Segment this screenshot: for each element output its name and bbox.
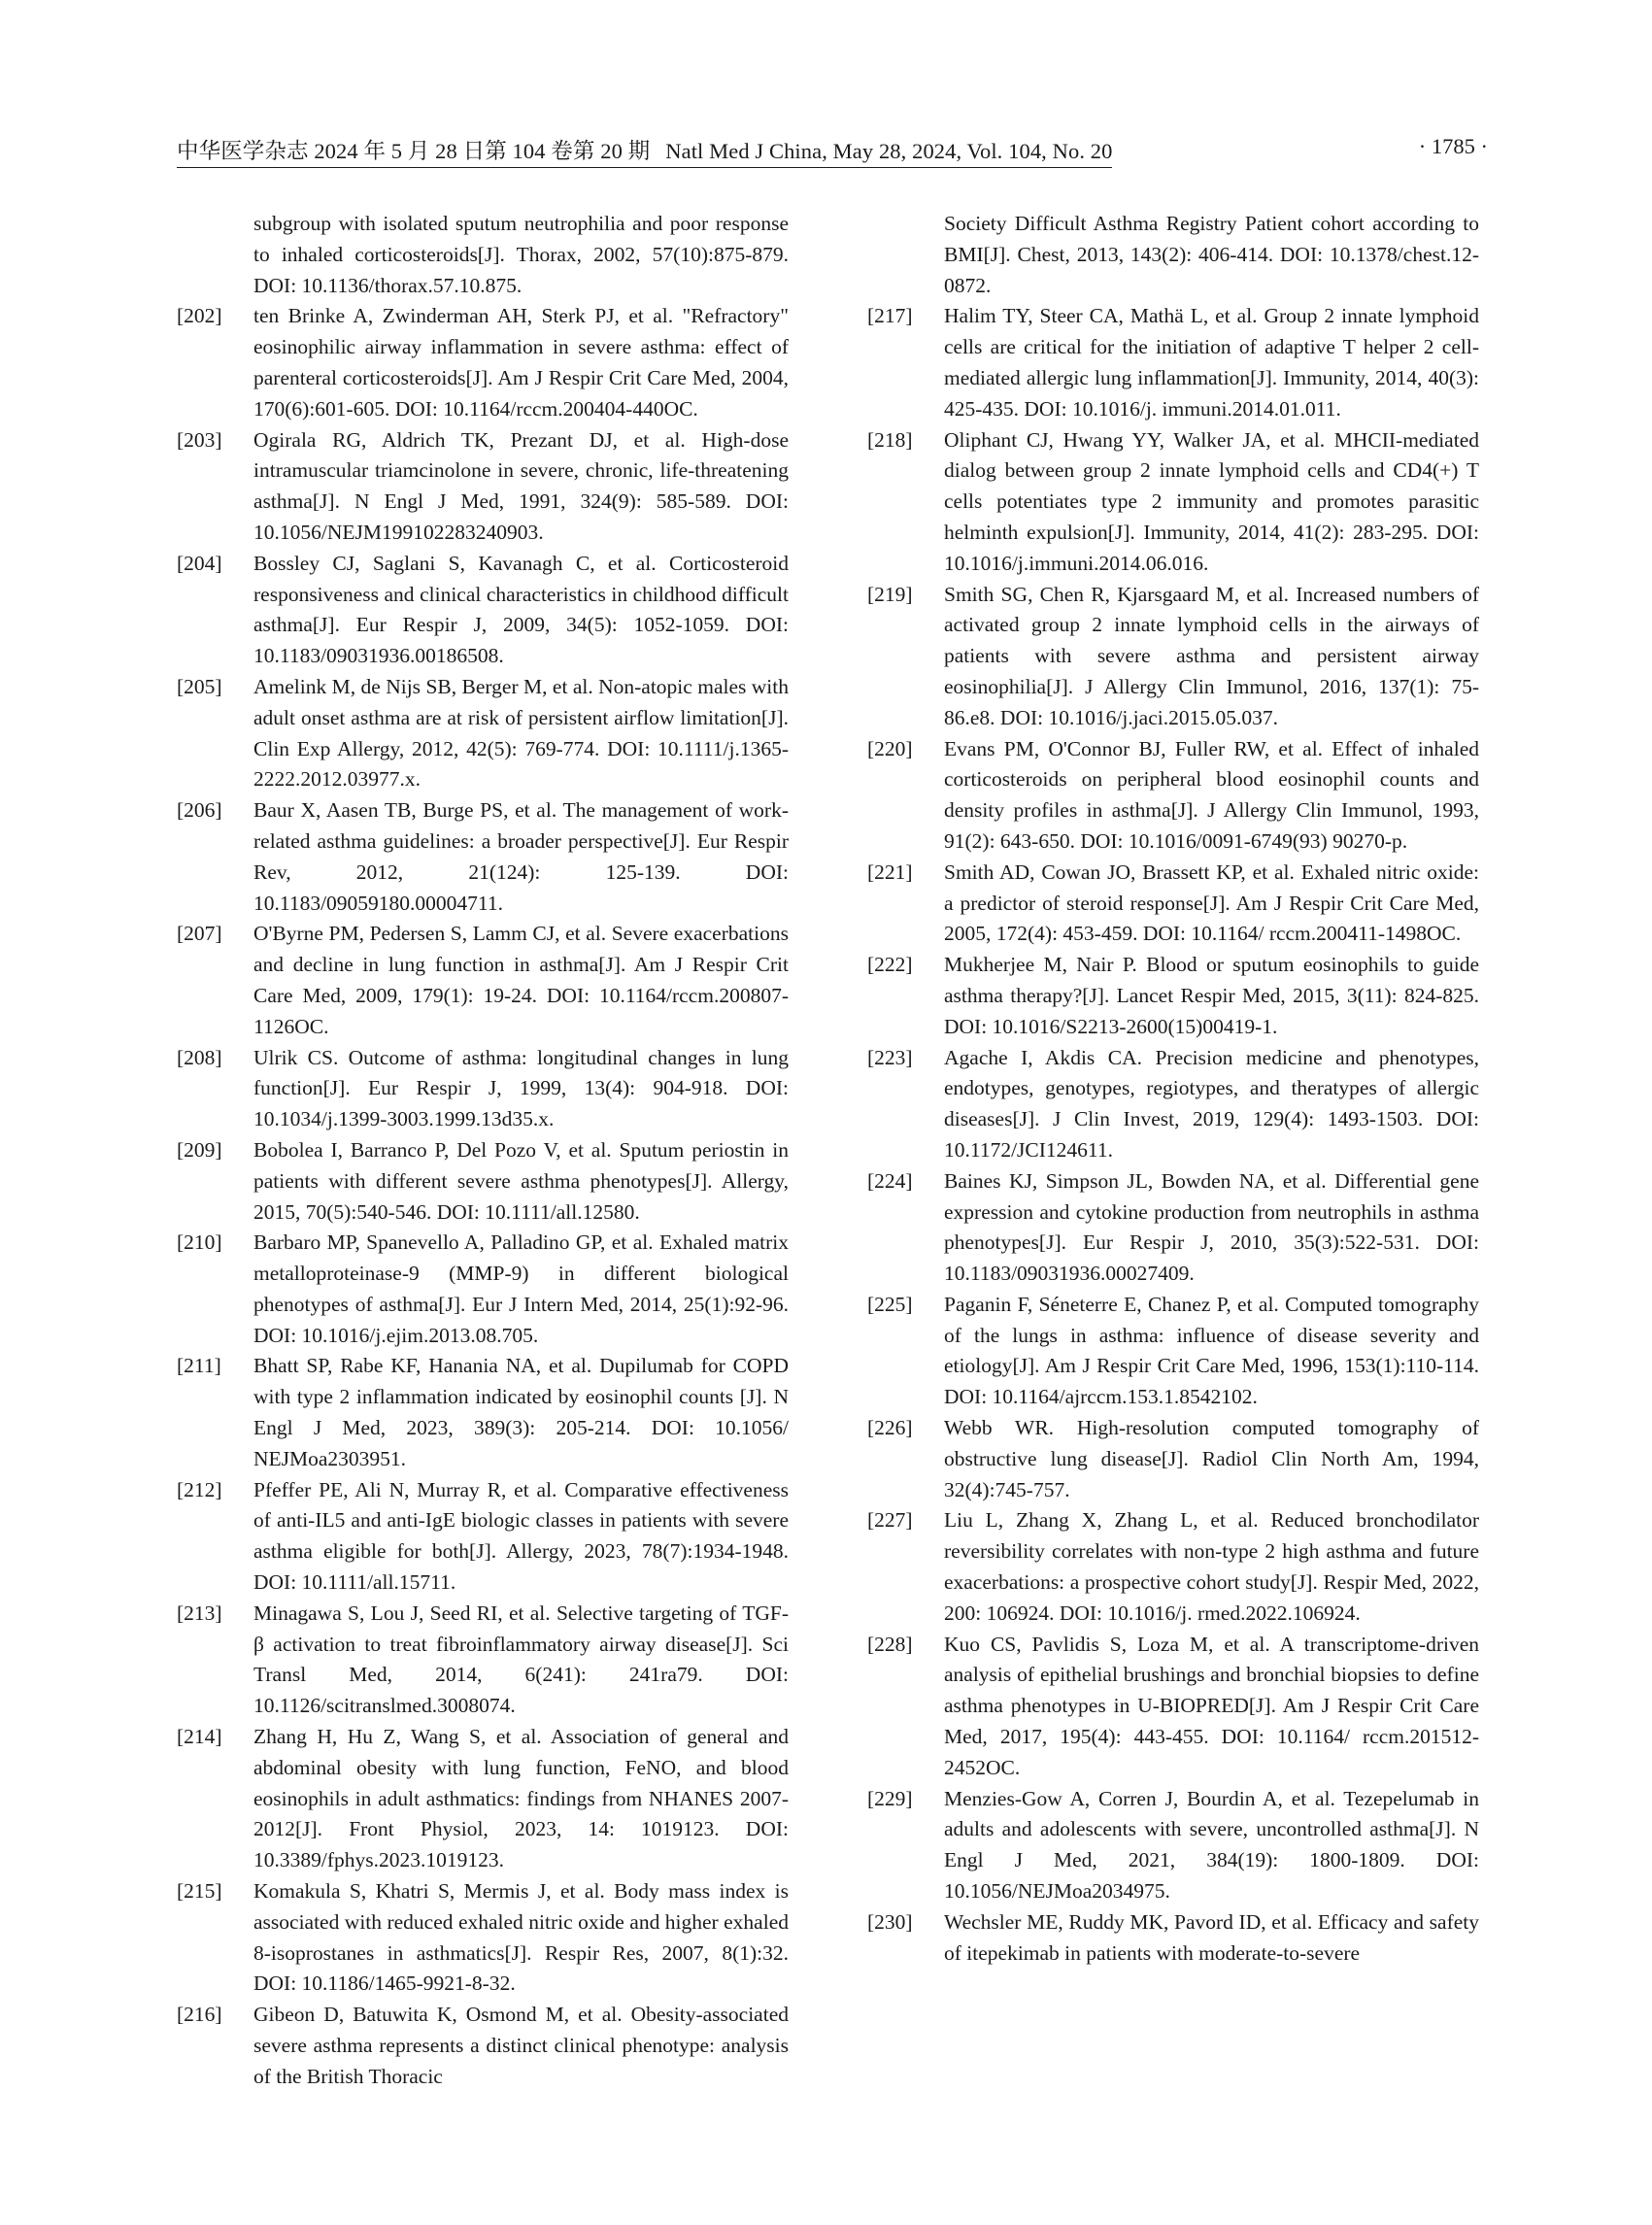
journal-title-cn: 中华医学杂志 2024 年 5 月 28 日第 104 卷第 20 期 bbox=[177, 139, 651, 163]
reference-item bbox=[867, 1630, 1479, 1784]
reference-item bbox=[177, 1135, 789, 1228]
journal-title-en: Natl Med J China, May 28, 2024, Vol. 104, No. 20 bbox=[665, 139, 1113, 163]
reference-column-right bbox=[867, 209, 1479, 1969]
reference-number: [205] bbox=[177, 674, 222, 698]
reference-number: [229] bbox=[867, 1786, 913, 1810]
journal-citation-line bbox=[177, 134, 1112, 168]
reference-number: [227] bbox=[867, 1508, 913, 1533]
reference-text: O'Byrne PM, Pedersen S, Lamm CJ, et al. Severe exacerbations and decline in lung function in asthma[J]. Am J Respir Crit Care Med, 2009, 179(1): 19-24. DOI: 10.1164/rccm.200807-1126OC. bbox=[253, 922, 789, 1038]
reference-item bbox=[177, 425, 789, 549]
reference-item bbox=[177, 1351, 789, 1474]
page-number: · 1785 · bbox=[1418, 134, 1488, 158]
reference-item bbox=[867, 858, 1479, 950]
reference-text: Halim TY, Steer CA, Mathä L, et al. Group 2 innate lymphoid cells are critical for the initiation of adaptive T helper 2 cell-mediated allergic lung inflammation[J]. Immunity, 2014, 40(3): 425-435. DOI: 10.1016/j. immuni.2014.01.011. bbox=[944, 304, 1479, 421]
reference-number: [215] bbox=[177, 1879, 222, 1904]
reference-text: Amelink M, de Nijs SB, Berger M, et al. Non-atopic males with adult onset asthma are at risk of persistent airflow limitation[J]. Clin Exp Allergy, 2012, 42(5): 769-774. DOI: 10.1111/j.1365-2222.2012.03977.x. bbox=[253, 674, 789, 792]
reference-text: ten Brinke A, Zwinderman AH, Sterk PJ, et al. "Refractory" eosinophilic airway inflammation in severe asthma: effect of parenteral corticosteroids[J]. Am J Respir Crit Care Med, 2004, 170(6):601-605. DOI: 10.1164/rccm.200404-440OC. bbox=[253, 304, 789, 421]
reference-item bbox=[177, 1599, 789, 1722]
reference-number: [219] bbox=[867, 582, 913, 606]
reference-text: Smith SG, Chen R, Kjarsgaard M, et al. Increased numbers of activated group 2 innate lymphoid cells in the airways of patients with severe asthma and persistent airway eosinophilia[J]. J Allergy Clin Immunol, 2016, 137(1): 75-86.e8. DOI: 10.1016/j.jaci.2015.05.037. bbox=[944, 582, 1479, 729]
reference-text: Evans PM, O'Connor BJ, Fuller RW, et al. Effect of inhaled corticosteroids on peripheral blood eosinophil counts and density profiles in asthma[J]. J Allergy Clin Immunol, 1993, 91(2): 643-650. DOI: 10.1016/0091-6749(93) 90270-p. bbox=[944, 736, 1479, 853]
reference-number: [213] bbox=[177, 1601, 222, 1625]
reference-number: [222] bbox=[867, 953, 913, 977]
reference-text: Baines KJ, Simpson JL, Bowden NA, et al. Differential gene expression and cytokine production from neutrophils in asthma phenotypes[J]. Eur Respir J, 2010, 35(3):522-531. DOI: 10.1183/09031936.00027409. bbox=[944, 1168, 1479, 1286]
reference-item bbox=[177, 549, 789, 672]
reference-text: Minagawa S, Lou J, Seed RI, et al. Selective targeting of TGF-β activation to treat fibroinflammatory airway disease[J]. Sci Transl Med, 2014, 6(241): 241ra79. DOI: 10.1126/scitranslmed.3008074. bbox=[253, 1601, 789, 1718]
reference-number: [207] bbox=[177, 922, 222, 946]
reference-text: subgroup with isolated sputum neutrophilia and poor response to inhaled corticosteroids[J]. Thorax, 2002, 57(10):875-879. DOI: 10.1136/thorax.57.10.875. bbox=[253, 212, 789, 297]
reference-text: Ulrik CS. Outcome of asthma: longitudinal changes in lung function[J]. Eur Respir J, 1999, 13(4): 904-918. DOI: 10.1034/j.1399-3003.1999.13d35.x. bbox=[253, 1045, 789, 1131]
running-header bbox=[177, 134, 1488, 169]
reference-item bbox=[177, 1876, 789, 2000]
reference-list-right bbox=[867, 301, 1479, 1969]
reference-item bbox=[867, 580, 1479, 734]
reference-number: [208] bbox=[177, 1045, 222, 1069]
reference-number: [226] bbox=[867, 1416, 913, 1440]
reference-text: Gibeon D, Batuwita K, Osmond M, et al. Obesity-associated severe asthma represents a distinct clinical phenotype: analysis of the British Thoracic bbox=[253, 2003, 789, 2088]
reference-number: [221] bbox=[867, 860, 913, 884]
reference-item bbox=[177, 2000, 789, 2092]
reference-text: Zhang H, Hu Z, Wang S, et al. Association of general and abdominal obesity with lung function, FeNO, and blood eosinophils in adult asthmatics: findings from NHANES 2007-2012[J]. Front Physiol, 2023, 14: 1019123. DOI: 10.3389/fphys.2023.1019123. bbox=[253, 1725, 789, 1872]
reference-text: Society Difficult Asthma Registry Patient cohort according to BMI[J]. Chest, 2013, 143(2): 406-414. DOI: 10.1378/chest.12-0872. bbox=[944, 212, 1479, 297]
reference-item bbox=[177, 1228, 789, 1351]
reference-item bbox=[867, 425, 1479, 580]
reference-number: [202] bbox=[177, 304, 222, 328]
reference-number: [224] bbox=[867, 1168, 913, 1193]
reference-number: [228] bbox=[867, 1632, 913, 1656]
reference-text: Baur X, Aasen TB, Burge PS, et al. The management of work-related asthma guidelines: a broader perspective[J]. Eur Respir Rev, 2012, 21(124): 125-139. DOI: 10.1183/09059180.00004711. bbox=[253, 798, 789, 915]
reference-number: [210] bbox=[177, 1230, 222, 1255]
reference-text: Barbaro MP, Spanevello A, Palladino GP, et al. Exhaled matrix metalloproteinase-9 (MMP-9) in different biological phenotypes of asthma[J]. Eur J Intern Med, 2014, 25(1):92-96. DOI: 10.1016/j.ejim.2013.08.705. bbox=[253, 1230, 789, 1347]
reference-item bbox=[867, 734, 1479, 858]
reference-item bbox=[867, 1784, 1479, 1907]
reference-text: Bossley CJ, Saglani S, Kavanagh C, et al. Corticosteroid responsiveness and clinical characteristics in childhood difficult asthma[J]. Eur Respir J, 2009, 34(5): 1052-1059. DOI: 10.1183/09031936.00186508. bbox=[253, 551, 789, 668]
reference-number: [206] bbox=[177, 798, 222, 823]
reference-text: Agache I, Akdis CA. Precision medicine and phenotypes, endotypes, genotypes, regiotypes, and theratypes of allergic diseases[J]. J Clin Invest, 2019, 129(4): 1493-1503. DOI: 10.1172/JCI124611. bbox=[944, 1045, 1479, 1162]
reference-text: Mukherjee M, Nair P. Blood or sputum eosinophils to guide asthma therapy?[J]. Lancet Respir Med, 2015, 3(11): 824-825. DOI: 10.1016/S2213-2600(15)00419-1. bbox=[944, 953, 1479, 1038]
reference-text: Liu L, Zhang X, Zhang L, et al. Reduced bronchodilator reversibility correlates with non-type 2 high asthma and future exacerbations: a prospective cohort study[J]. Respir Med, 2022, 200: 106924. DOI: 10.1016/j. rmed.2022.106924. bbox=[944, 1508, 1479, 1625]
reference-text: Smith AD, Cowan JO, Brassett KP, et al. Exhaled nitric oxide: a predictor of steroid response[J]. Am J Respir Crit Care Med, 2005, 172(4): 453-459. DOI: 10.1164/ rccm.200411-1498OC. bbox=[944, 860, 1479, 946]
reference-item bbox=[177, 919, 789, 1042]
reference-text: Bhatt SP, Rabe KF, Hanania NA, et al. Dupilumab for COPD with type 2 inflammation indicated by eosinophil counts [J]. N Engl J Med, 2023, 389(3): 205-214. DOI: 10.1056/ NEJMoa2303951. bbox=[253, 1354, 789, 1470]
reference-number: [218] bbox=[867, 427, 913, 452]
reference-continuation bbox=[177, 209, 789, 301]
reference-number: [214] bbox=[177, 1725, 222, 1749]
reference-item bbox=[177, 1722, 789, 1876]
reference-number: [203] bbox=[177, 427, 222, 452]
reference-list-left bbox=[177, 301, 789, 2092]
reference-number: [225] bbox=[867, 1292, 913, 1316]
reference-text: Menzies-Gow A, Corren J, Bourdin A, et al. Tezepelumab in adults and adolescents with severe, uncontrolled asthma[J]. N Engl J Med, 2021, 384(19): 1800-1809. DOI: 10.1056/NEJMoa2034975. bbox=[944, 1786, 1479, 1904]
reference-text: Wechsler ME, Ruddy MK, Pavord ID, et al. Efficacy and safety of itepekimab in patients with moderate-to-severe bbox=[944, 1909, 1479, 1965]
reference-item bbox=[177, 1043, 789, 1135]
reference-item bbox=[867, 1907, 1479, 1970]
reference-item bbox=[177, 301, 789, 424]
reference-text: Bobolea I, Barranco P, Del Pozo V, et al. Sputum periostin in patients with different severe asthma phenotypes[J]. Allergy, 2015, 70(5):540-546. DOI: 10.1111/all.12580. bbox=[253, 1137, 789, 1224]
reference-text: Ogirala RG, Aldrich TK, Prezant DJ, et al. High-dose intramuscular triamcinolone in severe, chronic, life-threatening asthma[J]. N Engl J Med, 1991, 324(9): 585-589. DOI: 10.1056/NEJM199102283240903. bbox=[253, 427, 789, 544]
reference-item bbox=[177, 1475, 789, 1599]
reference-number: [204] bbox=[177, 551, 222, 575]
reference-number: [220] bbox=[867, 736, 913, 760]
reference-number: [212] bbox=[177, 1477, 222, 1501]
reference-continuation bbox=[867, 209, 1479, 301]
reference-number: [230] bbox=[867, 1909, 913, 1934]
reference-item bbox=[867, 950, 1479, 1042]
reference-text: Webb WR. High-resolution computed tomography of obstructive lung disease[J]. Radiol Clin North Am, 1994, 32(4):745-757. bbox=[944, 1416, 1479, 1501]
reference-column-left bbox=[177, 209, 789, 2093]
reference-item bbox=[177, 795, 789, 919]
reference-item bbox=[867, 1166, 1479, 1290]
reference-item bbox=[867, 1290, 1479, 1413]
reference-number: [211] bbox=[177, 1354, 221, 1378]
reference-text: Komakula S, Khatri S, Mermis J, et al. Body mass index is associated with reduced exhaled nitric oxide and higher exhaled 8-isoprostanes in asthmatics[J]. Respir Res, 2007, 8(1):32. DOI: 10.1186/1465-9921-8-32. bbox=[253, 1879, 789, 1996]
reference-number: [216] bbox=[177, 2003, 222, 2027]
reference-text: Pfeffer PE, Ali N, Murray R, et al. Comparative effectiveness of anti-IL5 and anti-IgE biologic classes in patients with severe asthma eligible for both[J]. Allergy, 2023, 78(7):1934-1948. DOI: 10.1111/all.15711. bbox=[253, 1477, 789, 1595]
reference-item bbox=[867, 301, 1479, 424]
reference-number: [223] bbox=[867, 1045, 913, 1069]
reference-text: Paganin F, Séneterre E, Chanez P, et al. Computed tomography of the lungs in asthma: influence of disease severity and etiology[J]. Am J Respir Crit Care Med, 1996, 153(1):110-114. DOI: 10.1164/ajrccm.153.1.8542102. bbox=[944, 1292, 1479, 1409]
reference-item bbox=[867, 1413, 1479, 1505]
reference-item bbox=[867, 1505, 1479, 1629]
reference-item bbox=[867, 1043, 1479, 1166]
reference-text: Kuo CS, Pavlidis S, Loza M, et al. A transcriptome-driven analysis of epithelial brushings and bronchial biopsies to define asthma phenotypes in U-BIOPRED[J]. Am J Respir Crit Care Med, 2017, 195(4): 443-455. DOI: 10.1164/ rccm.201512-2452OC. bbox=[944, 1632, 1479, 1779]
reference-number: [209] bbox=[177, 1137, 222, 1162]
reference-text: Oliphant CJ, Hwang YY, Walker JA, et al. MHCII-mediated dialog between group 2 innate lymphoid cells and CD4(+) T cells potentiates type 2 immunity and promotes parasitic helminth expulsion[J]. Immunity, 2014, 41(2): 283-295. DOI: 10.1016/j.immuni.2014.06.016. bbox=[944, 427, 1479, 575]
reference-item bbox=[177, 672, 789, 795]
reference-number: [217] bbox=[867, 304, 913, 328]
